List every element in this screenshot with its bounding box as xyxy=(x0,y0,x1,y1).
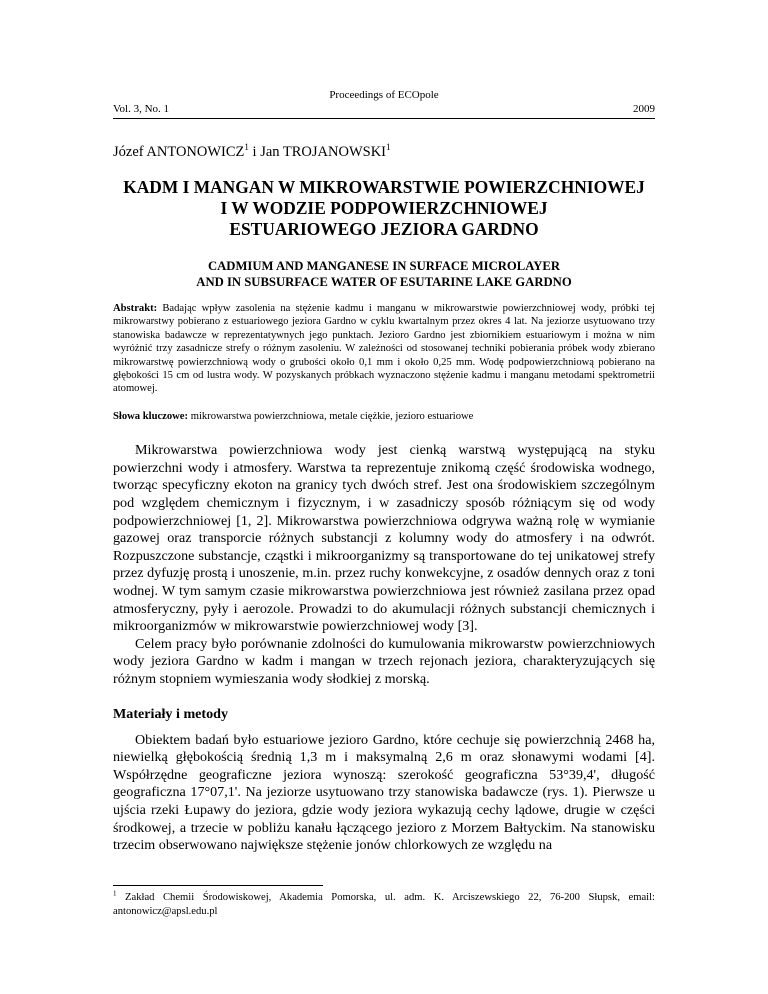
affiliation-mark: 1 xyxy=(244,142,249,153)
title-line: ESTUARIOWEGO JEZIORA GARDNO xyxy=(229,219,539,239)
keywords-text: mikrowarstwa powierzchniowa, metale ciężkie, jezioro estuariowe xyxy=(190,410,474,422)
author-joiner: i xyxy=(248,144,261,160)
paragraph: Celem pracy było porównanie zdolności do kumulowania mikrowarstw powierzchniowych wody jeziora Gardno w kadm i mangan w trzech rejonach jeziora, charakteryzujących się różnym stopniem wymieszania wody słodkiej z morską. xyxy=(113,635,655,687)
keywords-label: Słowa kluczowe: xyxy=(113,410,189,422)
section-heading: Materiały i metody xyxy=(113,705,229,722)
abstract-text: Badając wpływ zasolenia na stężenie kadmu i manganu w mikrowarstwie powierzchniowej wody, próbki tej mikrowarstwy pobierano z estuariowego jeziora Gardno w cyklu kwartalnym przez okres 4 lat. Na jeziorze usytuowano trzy stanowiska badawcze w reprezentatywnych jego punktach. Jezioro Gardno jest zbiornikiem estuariowym i można w nim wyróżnić trzy zasadnicze strefy o różnym zasoleniu. W zależności od stosowanej techniki pobierania próbek wody zbierano mikrowarstwę powierzchniową wody o grubości około 0,1 mm i około 0,25 mm. Wodę podpowierzchniową pobierano na głębokości 15 cm od lustra wody. W pozyskanych próbkach wyznaczono stężenie kadmu i manganu metodami spektrometrii atomowej. xyxy=(113,303,655,395)
affiliation-mark: 1 xyxy=(386,142,391,153)
volume-number: Vol. 3, No. 1 xyxy=(113,103,170,115)
footnote-rule xyxy=(113,885,323,886)
journal-name: Proceedings of ECOpole xyxy=(329,89,439,101)
title-line: I W WODZIE PODPOWIERZCHNIOWEJ xyxy=(220,198,548,218)
author-line xyxy=(113,143,655,161)
author-name: Jan TROJANOWSKI xyxy=(260,144,387,160)
title-line: KADM I MANGAN W MIKROWARSTWIE POWIERZCHNIOWEJ xyxy=(123,177,645,197)
title-line: AND IN SUBSURFACE WATER OF ESUTARINE LAKE GARDNO xyxy=(196,275,572,289)
paper-page xyxy=(113,88,655,855)
volume-row xyxy=(113,102,655,116)
abstract-label: Abstrakt: xyxy=(113,303,158,314)
header-rule xyxy=(113,118,655,119)
title-polish xyxy=(113,177,655,240)
title-english xyxy=(113,258,655,290)
abstract xyxy=(113,302,655,396)
author-name: Józef ANTONOWICZ xyxy=(113,144,245,160)
paragraph: Mikrowarstwa powierzchniowa wody jest cienką warstwą występującą na styku powierzchni wody i atmosfery. Warstwa ta reprezentuje znikomą część środowiska wodnego, tworząc specyficzny ekoton na granicy tych dwóch stref. Jest ona środowiskiem szczególnym pod względem chemicznym i fizycznym, i w zasadniczy sposób różniącym się od wody podpowierzchniowej [1, 2]. Mikrowarstwa powierzchniowa odgrywa ważną rolę w wymianie gazowej oraz transporcie różnych substancji z kolumny wody do atmosfery i na odwrót. Rozpuszczone substancje, cząstki i mikroorganizmy są transportowane do tej unikatowej strefy przez dyfuzję prostą i unoszenie, m.in. przez ruchy konwekcyjne, z osadów dennych oraz z toni wodnej. W tym samym czasie mikrowarstwa powierzchniowa jest również zasilana przez opad atmosferyczny, pyły i aerozole. Prowadzi to do akumulacji różnych substancji chemicznych i mikroorganizmów w mikrowarstwie powierzchniowej wody [3]. xyxy=(113,442,655,635)
footnote-mark: 1 xyxy=(113,889,117,898)
publication-year: 2009 xyxy=(633,103,655,115)
footnote-text: Zakład Chemii Środowiskowej, Akademia Pomorska, ul. adm. K. Arciszewskiego 22, 76-200 Słupsk, email: antonowicz@apsl.edu.pl xyxy=(113,892,656,917)
paragraph: Obiektem badań było estuariowe jezioro Gardno, które cechuje się powierzchnią 2468 ha, niewielką głębokością średnią 1,3 m i maksymalną 2,6 m oraz słonawymi wodami [4]. Współrzędne geograficzne jeziora wynoszą: szerokość geograficzna 53°39,4', długość geograficzna 17°07,1'. Na jeziorze usytuowano trzy stanowiska badawcze (rys. 1). Pierwsze u ujścia rzeki Łupawy do jeziora, gdzie wody jeziora wykazują cechy lądowe, drugie w części środkowej, a trzecie w pobliżu kanału łączącego jezioro z Morzem Bałtyckim. Na stanowisku trzecim obserwowano największe stężenie jonów chlorkowych ze względu na xyxy=(113,731,655,854)
footnote xyxy=(113,891,655,919)
title-line: CADMIUM AND MANGANESE IN SURFACE MICROLAYER xyxy=(207,259,561,273)
body-text xyxy=(113,442,655,854)
keywords xyxy=(113,410,655,423)
